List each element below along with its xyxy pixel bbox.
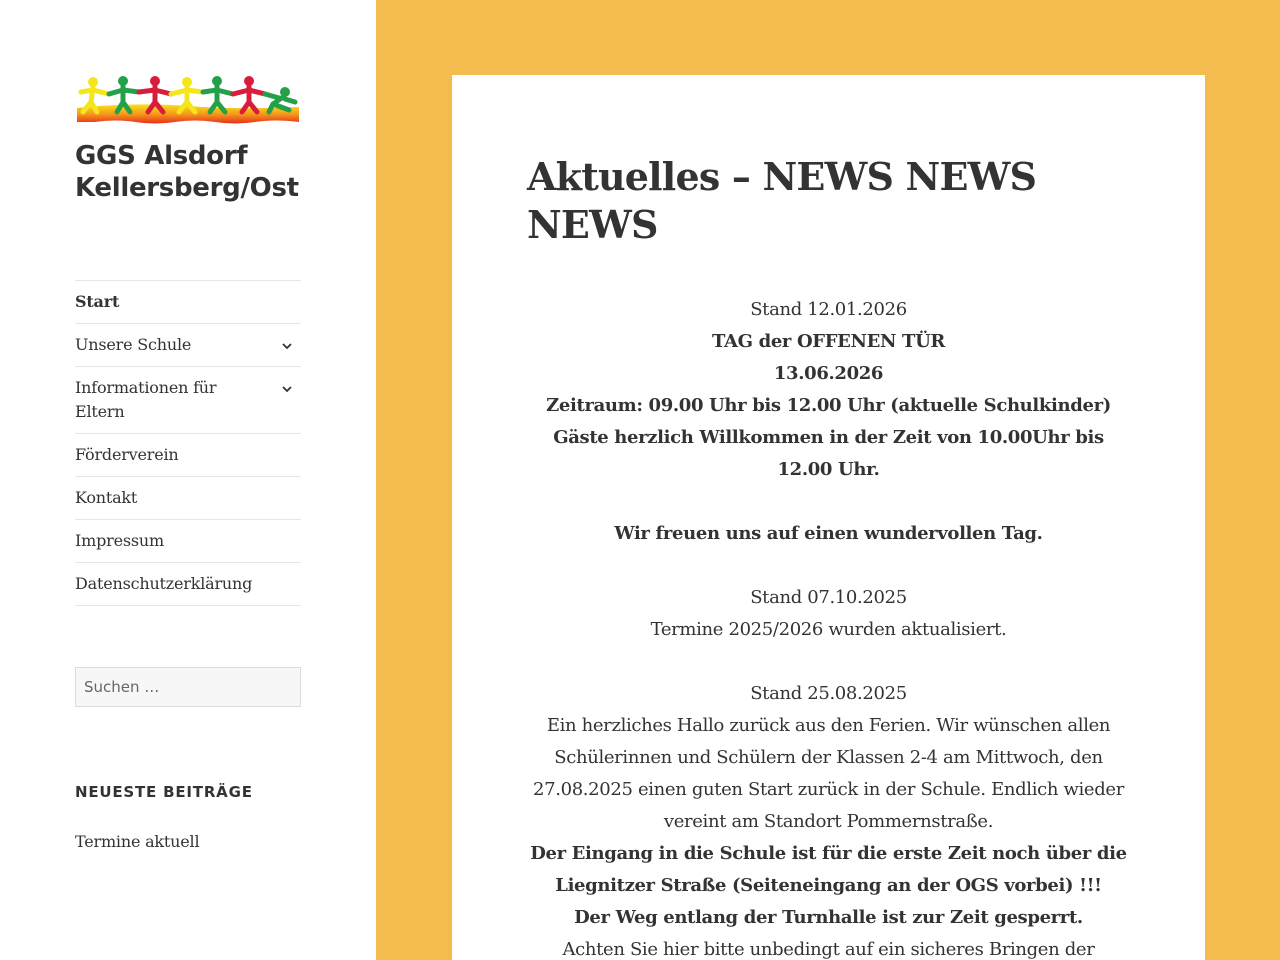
- safety-notice: Achten Sie hier bitte unbedingt auf ein sicheres Bringen der: [562, 939, 1095, 960]
- nav-item-impressum[interactable]: [75, 520, 301, 563]
- main-navigation: [75, 280, 301, 606]
- nav-item-kontakt[interactable]: [75, 477, 301, 520]
- open-day-heading: TAG der OFFENEN TÜR: [711, 331, 946, 352]
- nav-link-datenschutzerklaerung[interactable]: Datenschutzerklärung: [75, 574, 253, 593]
- nav-link-kontakt[interactable]: Kontakt: [75, 488, 138, 507]
- nav-link-unsere-schule[interactable]: Unsere Schule: [75, 335, 192, 354]
- page-title: Aktuelles – NEWS NEWS NEWS: [527, 154, 1037, 247]
- nav-item-unsere-schule[interactable]: [75, 324, 301, 367]
- article-content: [527, 294, 1130, 960]
- nav-item-informationen-fuer-eltern[interactable]: [75, 367, 301, 434]
- update-stand-3: Stand 25.08.2025: [750, 683, 907, 704]
- nav-item-start[interactable]: [75, 281, 301, 324]
- nav-link-start[interactable]: Start: [75, 292, 120, 311]
- path-closed-notice: Der Weg entlang der Turnhalle ist zur Zeit gesperrt.: [574, 907, 1083, 928]
- search-input[interactable]: [75, 667, 301, 707]
- site-title[interactable]: GGS Alsdorf Kellersberg/Ost: [75, 141, 299, 203]
- welcome-back-text: Ein herzliches Hallo zurück aus den Ferien. Wir wünschen allen Schülerinnen und Schülern der Klassen 2-4 am Mittwoch, den 27.08.2025 einen guten Start zurück in der Schule. Endlich wieder vereint am Standort Pommernstraße.: [533, 715, 1124, 832]
- open-day-date: 13.06.2026: [773, 363, 884, 384]
- article-card: [452, 75, 1205, 960]
- nav-link-informationen-fuer-eltern[interactable]: Informationen für Eltern: [75, 378, 217, 421]
- entrance-notice: Der Eingang in die Schule ist für die erste Zeit noch über die Liegnitzer Straße (Seiteneingang an der OGS vorbei) !!!: [530, 843, 1127, 896]
- recent-posts-heading: NEUESTE BEITRÄGE: [75, 783, 253, 801]
- nav-item-datenschutzerklaerung[interactable]: [75, 563, 301, 606]
- nav-link-impressum[interactable]: Impressum: [75, 531, 164, 550]
- open-day-timeframe: Zeitraum: 09.00 Uhr bis 12.00 Uhr (aktuelle Schulkinder): [546, 395, 1111, 416]
- nav-link-foerderverein[interactable]: Förderverein: [75, 445, 179, 464]
- children-holding-hands-logo-icon: [75, 72, 301, 126]
- termine-update-text: Termine 2025/2026 wurden aktualisiert.: [650, 619, 1007, 640]
- update-stand-2: Stand 07.10.2025: [750, 587, 907, 608]
- chevron-down-icon[interactable]: [277, 336, 297, 356]
- sidebar: [0, 0, 376, 960]
- update-stand-1: Stand 12.01.2026: [750, 299, 907, 320]
- site-logo[interactable]: [75, 72, 301, 126]
- chevron-down-icon[interactable]: [277, 379, 297, 399]
- looking-forward-text: Wir freuen uns auf einen wundervollen Tag.: [614, 523, 1043, 544]
- nav-item-foerderverein[interactable]: [75, 434, 301, 477]
- open-day-guests: Gäste herzlich Willkommen in der Zeit von 10.00Uhr bis 12.00 Uhr.: [553, 427, 1104, 480]
- recent-post-link[interactable]: Termine aktuell: [75, 832, 200, 851]
